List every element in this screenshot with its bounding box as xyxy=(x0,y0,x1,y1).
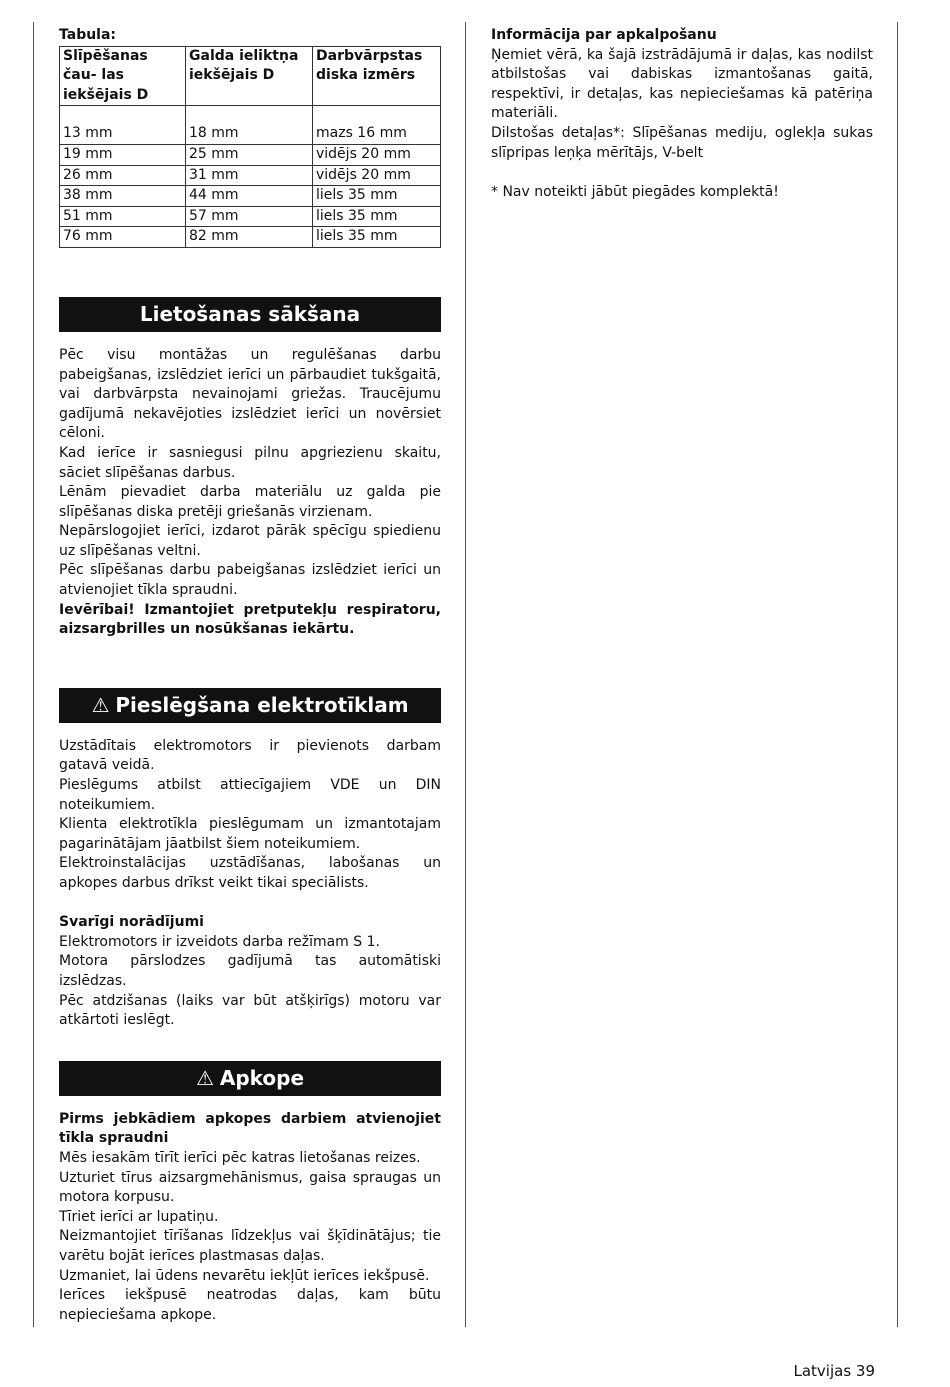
table-cell: 57 mm xyxy=(186,206,313,227)
paragraph: Kad ierīce ir sasniegusi pilnu apgriezienu skaitu, sāciet slīpēšanas darbus. xyxy=(59,444,441,481)
sizes-table xyxy=(59,46,441,248)
right-margin-line xyxy=(897,22,898,1327)
start-body xyxy=(59,346,441,640)
table-cell: 82 mm xyxy=(186,227,313,248)
paragraph: Nepārslogojiet ierīci, izdarot pārāk spēcīgu spiedienu uz slīpēšanas veltni. xyxy=(59,523,441,559)
section-heading-text: Lietošanas sākšana xyxy=(139,301,361,326)
table-cell: liels 35 mm xyxy=(313,227,441,248)
paragraph: Elektromotors ir izveidots darba režīmam S 1. xyxy=(59,933,380,950)
table-cell: 44 mm xyxy=(186,186,313,207)
table-cell: 31 mm xyxy=(186,165,313,186)
maintenance-lead: Pirms jebkādiem apkopes darbiem atvienojiet tīkla spraudni xyxy=(59,1110,441,1147)
paragraph: Elektroinstalācijas uzstādīšanas, labošanas un apkopes darbus drīkst veikt tikai speciālists. xyxy=(59,855,441,891)
table-cell: vidējs 20 mm xyxy=(313,165,441,186)
section-heading-electric xyxy=(59,688,441,723)
table-cell: 51 mm xyxy=(60,206,186,227)
table-cell: 13 mm xyxy=(60,106,186,145)
left-margin-line xyxy=(33,22,34,1327)
table-row xyxy=(60,106,441,145)
warning-triangle-icon: ⚠ xyxy=(195,1065,214,1090)
section-heading-text: Apkope xyxy=(219,1065,305,1090)
paragraph: Pieslēgums atbilst attiecīgajiem VDE un DIN noteikumiem. xyxy=(59,777,441,813)
table-row xyxy=(60,227,441,248)
table-header-cell: Galda ieliktņa iekšējais D xyxy=(186,46,313,106)
right-column xyxy=(491,26,873,202)
table-cell: 26 mm xyxy=(60,165,186,186)
column-divider-line xyxy=(465,22,466,1327)
paragraph: Ņemiet vērā, ka šajā izstrādājumā ir daļas, kas nodilst atbilstošas vai dabiskas izmantošanas gaitā, respektīvi, ir detaļas, kas nepieciešamas kā patēriņa materiāli. xyxy=(491,46,873,122)
table-row xyxy=(60,186,441,207)
section-heading-start xyxy=(59,297,441,332)
paragraph: Lēnām pievadiet darba materiālu uz galda pie slīpēšanas diska pretēji griešanās virzienam. xyxy=(59,484,441,520)
table-row xyxy=(60,206,441,227)
table-row xyxy=(60,144,441,165)
paragraph: Pēc atdzišanas (laiks var būt atšķirīgs) motoru var atkārtoti ieslēgt. xyxy=(59,992,441,1029)
left-column xyxy=(59,26,441,1325)
table-cell: liels 35 mm xyxy=(313,206,441,227)
table-cell: 18 mm xyxy=(186,106,313,145)
table-cell: 19 mm xyxy=(60,144,186,165)
paragraph: Motora pārslodzes gadījumā tas automātiski izslēdzas. xyxy=(59,953,441,989)
section-heading-text: Pieslēgšana elektrotīklam xyxy=(115,692,409,717)
table-cell: mazs 16 mm xyxy=(313,106,441,145)
table-row xyxy=(60,165,441,186)
paragraph: Pēc slīpēšanas darbu pabeigšanas izslēdziet ierīci un atvienojiet tīkla spraudni. xyxy=(59,562,441,599)
warning-triangle-icon: ⚠ xyxy=(91,692,110,717)
paragraph: Pēc visu montāžas un regulēšanas darbu pabeigšanas, izslēdziet ierīci un pārbaudiet tukšgaitā, vai darbvārpsta nevainojami griežas. Traucējumu gadījumā nekavējoties izslēdziet ierīci un novērsiet cēloni. xyxy=(59,346,441,442)
service-heading: Informācija par apkalpošanu xyxy=(491,27,717,43)
table-cell: 38 mm xyxy=(60,186,186,207)
table-cell: liels 35 mm xyxy=(313,186,441,207)
footnote: * Nav noteikti jābūt piegādes komplektā! xyxy=(491,183,779,200)
table-header-cell: Slīpēšanas čau- las iekšējais D xyxy=(60,46,186,106)
paragraph: Ierīces iekšpusē neatrodas daļas, kam būtu nepieciešama apkope. xyxy=(59,1287,441,1323)
paragraph: Dilstošas detaļas*: Slīpēšanas mediju, oglekļa sukas slīpripas leņķa mērītājs, V-belt xyxy=(491,124,873,161)
table-cell: vidējs 20 mm xyxy=(313,144,441,165)
paragraph: Uzstādītais elektromotors ir pievienots darbam gatavā veidā. xyxy=(59,737,441,774)
table-cell: 25 mm xyxy=(186,144,313,165)
maintenance-body xyxy=(59,1110,441,1326)
paragraph: Klienta elektrotīkla pieslēgumam un izmantotajam pagarinātājam jāatbilst šiem noteikumiem. xyxy=(59,816,441,852)
paragraph: Neizmantojiet tīrīšanas līdzekļus vai šķīdinātājus; tie varētu bojāt ierīces plastmasas daļas. xyxy=(59,1228,441,1264)
table-caption: Tabula: xyxy=(59,27,117,43)
paragraph: Uzturiet tīrus aizsargmehānismus, gaisa spraugas un motora korpusu. xyxy=(59,1169,441,1206)
section-heading-maintenance xyxy=(59,1061,441,1096)
paragraph: Mēs iesakām tīrīt ierīci pēc katras lietošanas reizes. xyxy=(59,1149,421,1166)
paragraph: Tīriet ierīci ar lupatiņu. xyxy=(59,1208,219,1225)
table-header-cell: Darbvārpstas diska izmērs xyxy=(313,46,441,106)
table-cell: 76 mm xyxy=(60,227,186,248)
paragraph: Uzmaniet, lai ūdens nevarētu iekļūt ierīces iekšpusē. xyxy=(59,1267,430,1284)
electric-body xyxy=(59,737,441,1031)
warning-paragraph: Ievērībai! Izmantojiet pretputekļu respiratoru, aizsargbrilles un nosūkšanas iekārtu. xyxy=(59,601,441,638)
table-header-row xyxy=(60,46,441,106)
page-footer: Latvijas 39 xyxy=(793,1362,875,1380)
notes-heading: Svarīgi norādījumi xyxy=(59,914,204,931)
